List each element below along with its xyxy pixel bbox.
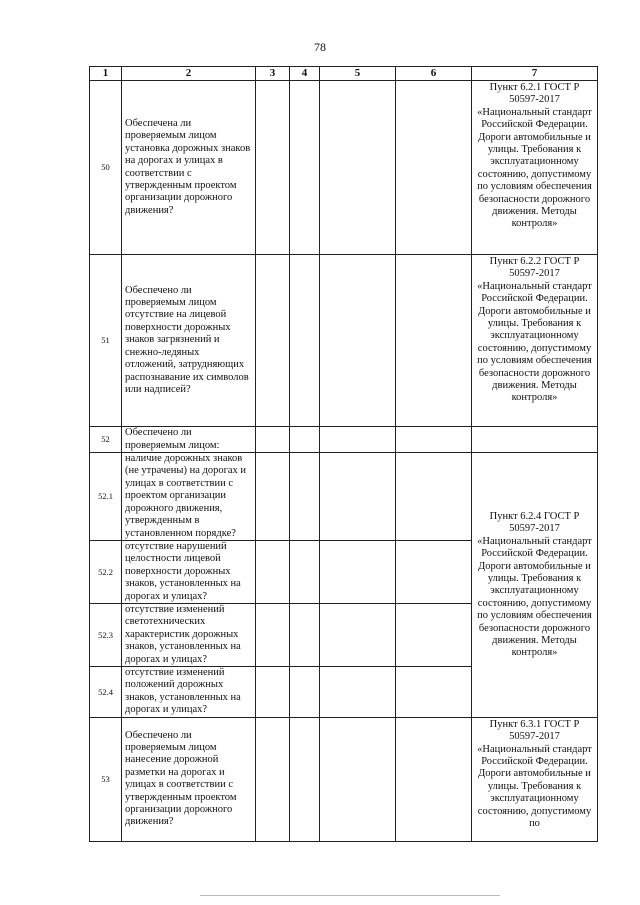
empty-cell (290, 427, 320, 453)
empty-cell (290, 453, 320, 541)
empty-cell (320, 81, 396, 255)
table-row (90, 453, 598, 541)
row-number: 52.2 (90, 541, 122, 604)
checklist-table (89, 66, 598, 842)
empty-cell (396, 717, 472, 841)
empty-cell (256, 453, 290, 541)
empty-cell (256, 604, 290, 667)
row-number: 52.1 (90, 453, 122, 541)
empty-cell (396, 453, 472, 541)
column-header: 2 (122, 67, 256, 81)
table-row (90, 427, 598, 453)
reference-text: Пункт 6.3.1 ГОСТ Р 50597-2017 «Национальный стандарт Российской Федерации. Дороги автомобильные и улицы. Требования к эксплуатационному состоянию, допустимому по (477, 718, 592, 829)
question-cell: Обеспечено ли проверяемым лицом: (122, 427, 256, 453)
scan-edge-line (200, 895, 500, 896)
empty-cell (256, 717, 290, 841)
empty-cell (320, 453, 396, 541)
empty-cell (396, 667, 472, 718)
reference-cell (472, 717, 598, 841)
empty-cell (320, 604, 396, 667)
row-number: 50 (90, 81, 122, 255)
empty-cell (396, 255, 472, 427)
column-header: 3 (256, 67, 290, 81)
empty-cell (320, 667, 396, 718)
row-number: 52 (90, 427, 122, 453)
question-cell: наличие дорожных знаков (не утрачены) на дорогах и улицах в соответствии с проектом организации дорожного движения, утвержденным в установленном порядке? (122, 453, 256, 541)
row-number: 53 (90, 717, 122, 841)
reference-cell: Пункт 6.2.4 ГОСТ Р 50597-2017 «Национальный стандарт Российской Федерации. Дороги автомобильные и улицы. Требования к эксплуатационному состоянию, допустимому по условиям обеспечения безопасности дорожного движения. Методы контроля» (472, 453, 598, 718)
empty-cell (396, 604, 472, 667)
table-row (90, 717, 598, 841)
question-cell: Обеспечено ли проверяемым лицом отсутствие на лицевой поверхности дорожных знаков загрязнений и снежно-ледяных отложений, затрудняющих распознавание их символов или надписей? (122, 255, 256, 427)
empty-cell (472, 427, 598, 453)
row-number: 52.4 (90, 667, 122, 718)
empty-cell (290, 541, 320, 604)
empty-cell (256, 667, 290, 718)
column-header: 4 (290, 67, 320, 81)
question-cell: Обеспечена ли проверяемым лицом установка дорожных знаков на дорогах и улицах в соответствии с утвержденным проектом организации дорожного движения? (122, 81, 256, 255)
empty-cell (290, 255, 320, 427)
empty-cell (290, 667, 320, 718)
column-header: 7 (472, 67, 598, 81)
empty-cell (256, 81, 290, 255)
empty-cell (290, 717, 320, 841)
reference-cell: Пункт 6.2.1 ГОСТ Р 50597-2017 «Национальный стандарт Российской Федерации. Дороги автомобильные и улицы. Требования к эксплуатационному состоянию, допустимому по условиям обеспечения безопасности дорожного движения. Методы контроля» (472, 81, 598, 255)
empty-cell (396, 541, 472, 604)
reference-cell: Пункт 6.2.2 ГОСТ Р 50597-2017 «Национальный стандарт Российской Федерации. Дороги автомобильные и улицы. Требования к эксплуатационному состоянию, допустимому по условиям обеспечения безопасности дорожного движения. Методы контроля» (472, 255, 598, 427)
empty-cell (290, 604, 320, 667)
table-header-row (90, 67, 598, 81)
empty-cell (256, 255, 290, 427)
row-number: 52.3 (90, 604, 122, 667)
empty-cell (320, 427, 396, 453)
empty-cell (320, 541, 396, 604)
question-cell: отсутствие изменений светотехнических характеристик дорожных знаков, установленных на дорогах и улицах? (122, 604, 256, 667)
empty-cell (256, 427, 290, 453)
question-cell: отсутствие нарушений целостности лицевой поверхности дорожных знаков, установленных на дорогах и улицах? (122, 541, 256, 604)
empty-cell (320, 255, 396, 427)
column-header: 5 (320, 67, 396, 81)
empty-cell (396, 81, 472, 255)
empty-cell (320, 717, 396, 841)
table-row (90, 255, 598, 427)
row-number: 51 (90, 255, 122, 427)
table-row (90, 81, 598, 255)
question-cell: Обеспечено ли проверяемым лицом нанесение дорожной разметки на дорогах и улицах в соответствии с утвержденным проектом организации дорожного движения? (122, 717, 256, 841)
question-cell: отсутствие изменений положений дорожных знаков, установленных на дорогах и улицах? (122, 667, 256, 718)
empty-cell (396, 427, 472, 453)
column-header: 1 (90, 67, 122, 81)
empty-cell (256, 541, 290, 604)
empty-cell (290, 81, 320, 255)
column-header: 6 (396, 67, 472, 81)
page-number: 78 (314, 40, 326, 54)
